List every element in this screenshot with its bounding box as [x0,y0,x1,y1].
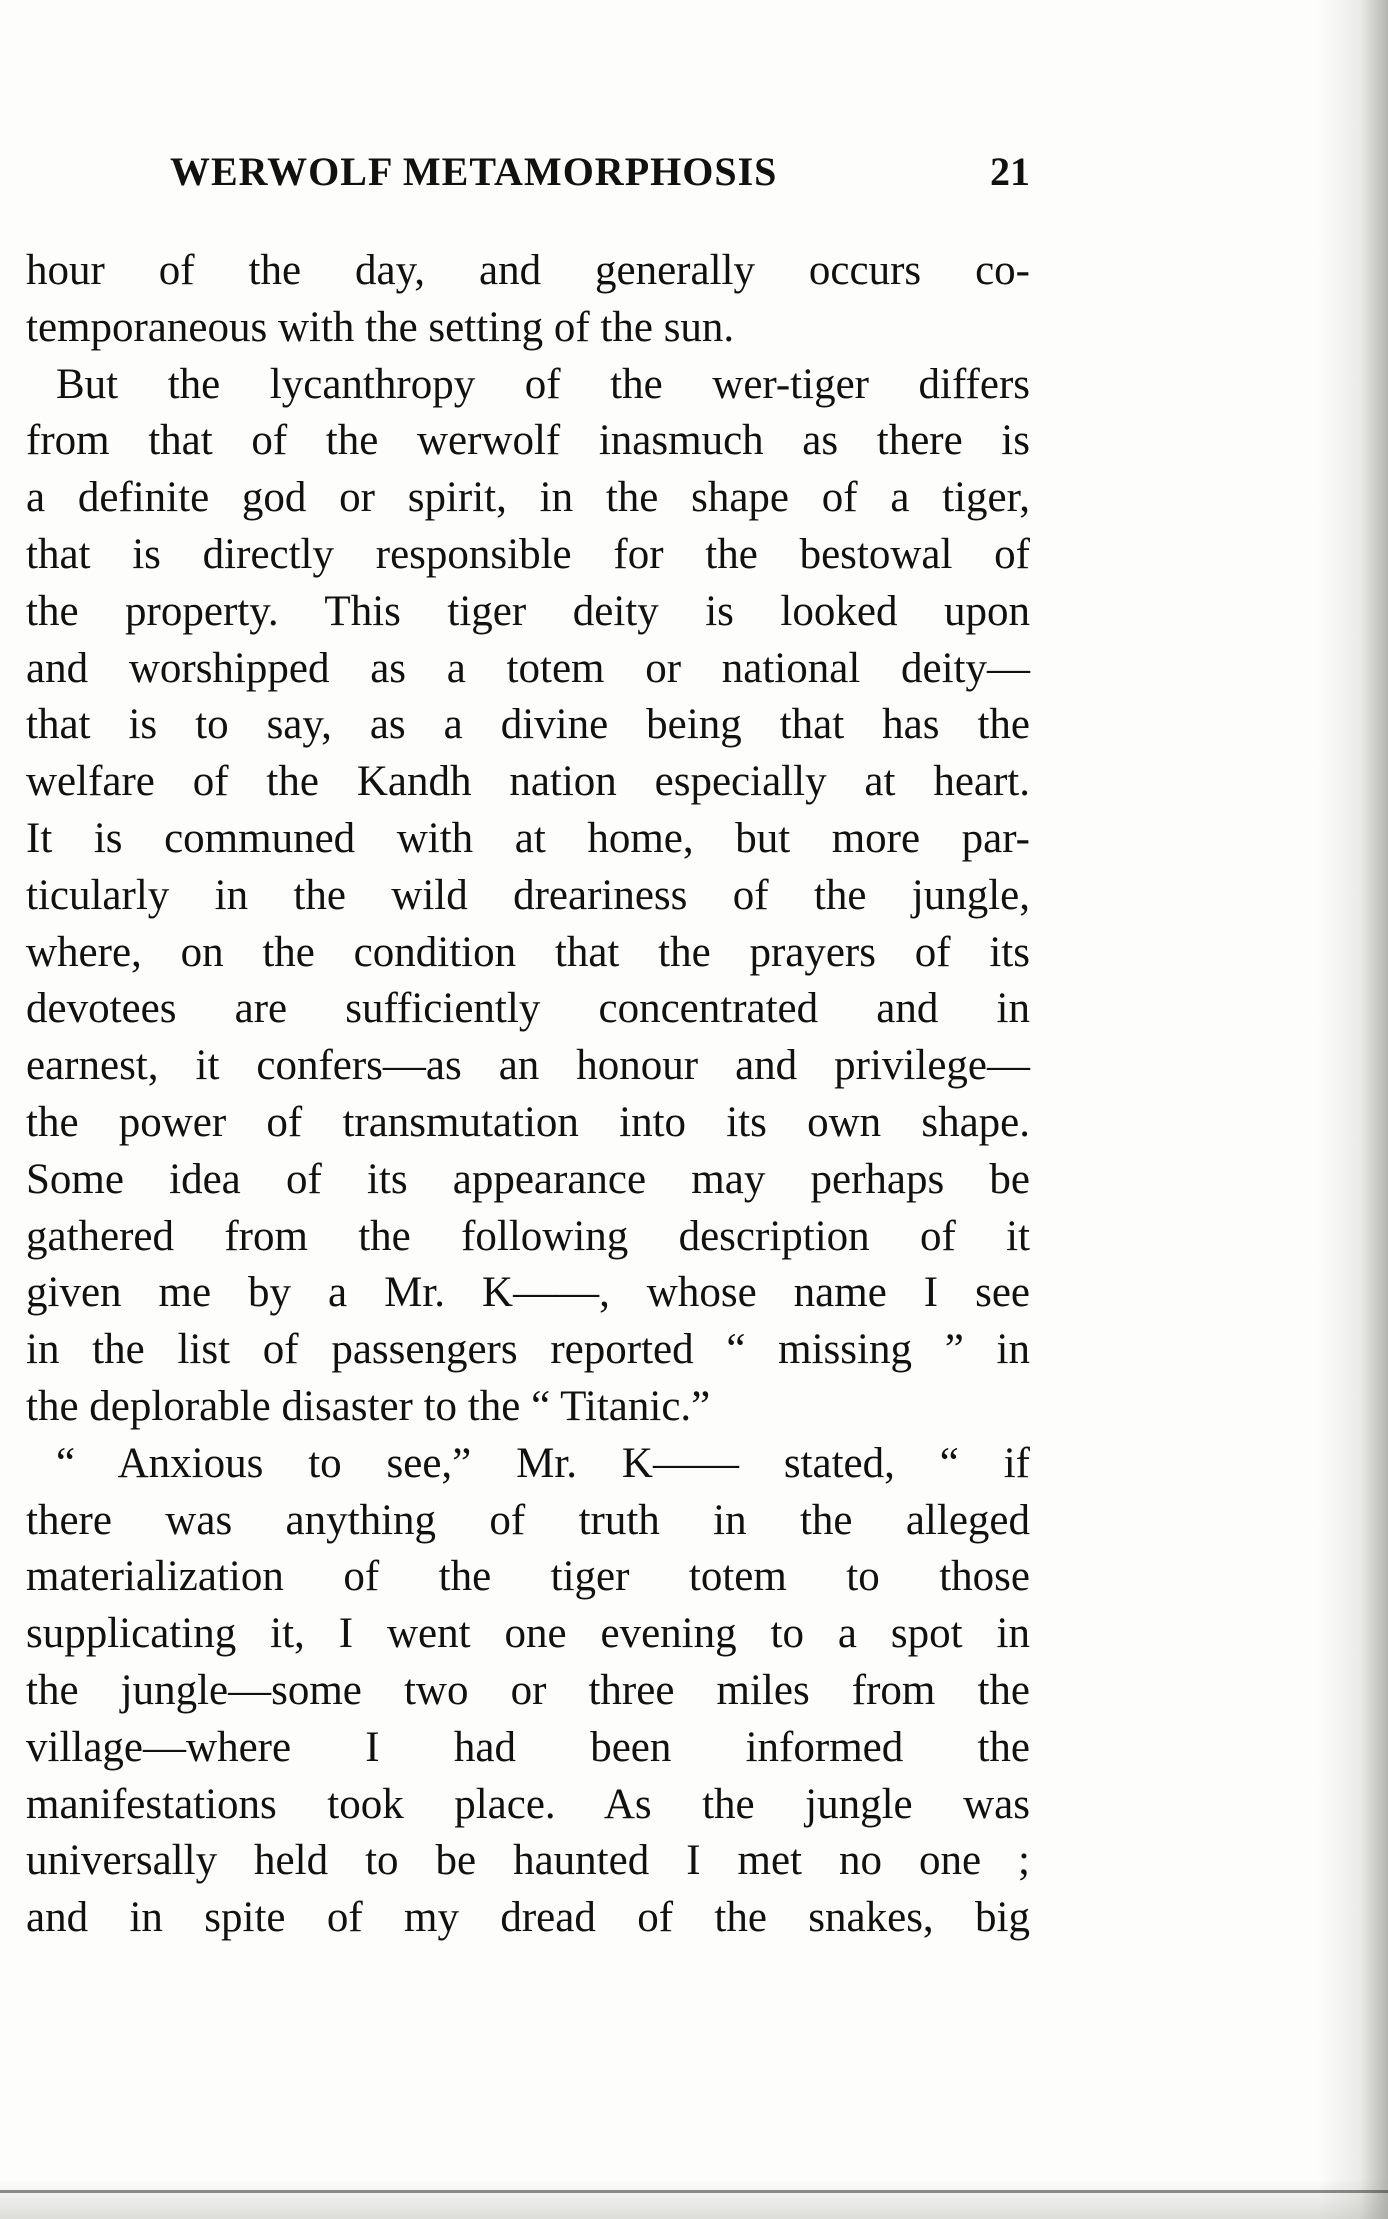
text-line: ticularly in the wild dreariness of the jungle, [26,871,1030,919]
text-line: earnest, it confers—as an honour and privilege— [26,1042,1030,1090]
text-line: the jungle—some two or three miles from the [26,1666,1030,1714]
text-line: that is to say, as a divine being that has the [26,701,1030,749]
bottom-edge-line [0,2190,1388,2193]
text-line: hour of the day, and generally occurs co- [26,247,1030,294]
text-line: welfare of the Kandh nation especially at heart. [26,758,1030,806]
text-line: in the list of passengers reported “ missing ” in [26,1326,1030,1374]
body-text [26,243,1030,1947]
text-line: gathered from the following description of it [26,1212,1030,1260]
page-bottom-shadow [0,2179,1388,2219]
running-header [170,148,1030,198]
page-number: 21 [990,149,1030,194]
text-line: there was anything of truth in the alleged [26,1496,1030,1544]
text-line: the power of transmutation into its own shape. [26,1098,1030,1146]
text-line: the deplorable disaster to the “ Titanic.” [26,1382,711,1430]
running-title: WERWOLF METAMORPHOSIS [170,149,778,194]
text-line: supplicating it, I went one evening to a spot in [26,1610,1030,1658]
text-line: manifestations took place. As the jungle was [26,1780,1030,1828]
text-line: temporaneous with the setting of the sun. [26,303,735,351]
text-line: a definite god or spirit, in the shape of a tiger, [26,474,1030,522]
text-line: “ Anxious to see,” Mr. K—— stated, “ if [56,1439,1030,1487]
text-line: devotees are sufficiently concentrated and in [26,985,1030,1033]
text-line: the property. This tiger deity is looked upon [26,587,1030,635]
text-line: universally held to be haunted I met no one ; [26,1837,1030,1885]
text-line: village—where I had been informed the [26,1723,1030,1771]
text-line: from that of the werwolf inasmuch as there is [26,417,1030,465]
text-line: materialization of the tiger totem to those [26,1553,1030,1601]
text-line: and in spite of my dread of the snakes, big [26,1894,1030,1942]
text-line: that is directly responsible for the bestowal of [26,530,1030,578]
text-line: where, on the condition that the prayers of its [26,928,1030,976]
text-line: given me by a Mr. K——, whose name I see [26,1269,1030,1317]
text-line: Some idea of its appearance may perhaps be [26,1155,1030,1203]
text-line: It is communed with at home, but more par- [26,814,1030,862]
text-line: But the lycanthropy of the wer-tiger differs [56,360,1030,408]
page-edge-shadow [1318,0,1388,2219]
text-line: and worshipped as a totem or national deity— [26,644,1030,692]
